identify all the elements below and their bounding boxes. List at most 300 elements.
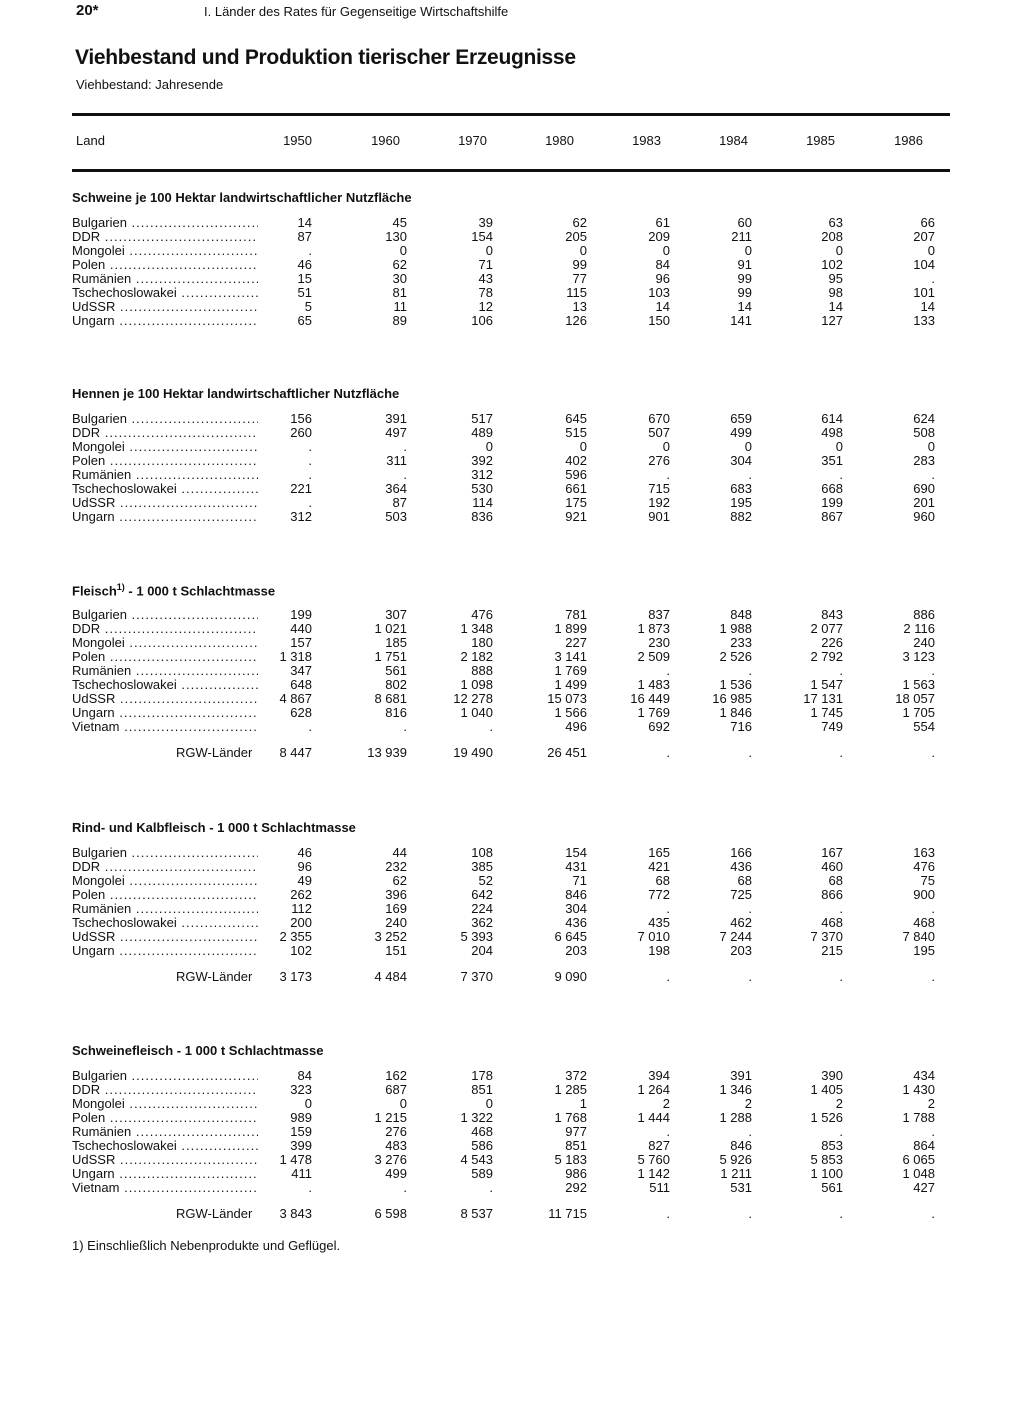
table-cell: 468 <box>471 1124 493 1139</box>
table-cell: 66 <box>920 215 935 230</box>
table-cell: . <box>489 719 493 734</box>
country-name: UdSSR ..... <box>72 692 258 706</box>
table-cell: 102 <box>290 943 312 958</box>
table-cell: 15 073 <box>547 691 587 706</box>
table-cell: 749 <box>821 719 843 734</box>
table-cell: 851 <box>565 1138 587 1153</box>
table-cell: 1 048 <box>902 1166 935 1181</box>
country-name: Tschechoslowakei ..... <box>72 916 258 930</box>
table-cell: 87 <box>392 495 407 510</box>
table-cell: 843 <box>821 607 843 622</box>
country-name: UdSSR ..... <box>72 930 258 944</box>
table-cell: 1 788 <box>902 1110 935 1125</box>
table-cell: 816 <box>385 705 407 720</box>
table-cell: 1 566 <box>554 705 587 720</box>
country-name: Ungarn ..... <box>72 706 258 720</box>
country-name: Vietnam ..... <box>72 1181 258 1195</box>
table-cell: 8 681 <box>374 691 407 706</box>
table-cell: 200 <box>290 915 312 930</box>
table-cell: 436 <box>730 859 752 874</box>
table-cell: 99 <box>737 285 752 300</box>
table-cell: 46 <box>297 845 312 860</box>
country-name: Bulgarien ..... <box>72 1069 258 1083</box>
table-cell: 226 <box>821 635 843 650</box>
table-cell: 205 <box>565 229 587 244</box>
table-row <box>0 230 1024 244</box>
table-cell: 586 <box>471 1138 493 1153</box>
table-cell: 103 <box>648 285 670 300</box>
total-label: RGW-Länder <box>176 746 253 760</box>
table-cell: 2 <box>744 1096 752 1111</box>
table-cell: 178 <box>471 1068 493 1083</box>
table-cell: 648 <box>290 677 312 692</box>
table-cell: 628 <box>290 705 312 720</box>
table-cell: 292 <box>565 1180 587 1195</box>
table-cell: 71 <box>572 873 587 888</box>
table-cell: 462 <box>730 915 752 930</box>
table-cell: 0 <box>835 439 843 454</box>
table-cell: 9 090 <box>554 969 587 984</box>
table-cell: 2 509 <box>637 649 670 664</box>
country-name: Ungarn ..... <box>72 944 258 958</box>
table-cell: 130 <box>385 229 407 244</box>
table-cell: 1 211 <box>720 1166 752 1181</box>
table-cell: 0 <box>744 243 752 258</box>
table-cell: . <box>403 467 407 482</box>
table-cell: 87 <box>297 229 312 244</box>
table-cell: . <box>308 719 312 734</box>
table-cell: 659 <box>730 411 752 426</box>
table-cell: 51 <box>297 285 312 300</box>
country-name: UdSSR ..... <box>72 496 258 510</box>
country-name: Tschechoslowakei ..... <box>72 1139 258 1153</box>
table-cell: 2 <box>662 1096 670 1111</box>
table-cell: 960 <box>913 509 935 524</box>
table-cell: . <box>931 1124 935 1139</box>
table-cell: 399 <box>290 1138 312 1153</box>
section-title-text: Hennen je 100 Hektar landwirtschaftlicher Nutzfläche <box>72 386 400 401</box>
table-cell: . <box>839 1124 843 1139</box>
country-name: UdSSR ..... <box>72 1153 258 1167</box>
table-cell: 977 <box>565 1124 587 1139</box>
table-cell: 1 547 <box>810 677 843 692</box>
table-row <box>0 272 1024 286</box>
table-cell: 385 <box>471 859 493 874</box>
table-cell: 62 <box>572 215 587 230</box>
section-title-unit: - 1 000 t Schlachtmasse <box>124 583 276 599</box>
table-cell: . <box>839 1206 843 1221</box>
table-cell: . <box>748 1124 752 1139</box>
table-cell: 312 <box>290 509 312 524</box>
table-cell: 5 393 <box>460 929 493 944</box>
table-cell: 882 <box>730 509 752 524</box>
table-row <box>0 216 1024 230</box>
table-cell: 483 <box>385 1138 407 1153</box>
table-cell: 0 <box>579 243 587 258</box>
table-cell: 162 <box>385 1068 407 1083</box>
table-cell: 5 926 <box>719 1152 752 1167</box>
table-cell: . <box>931 1206 935 1221</box>
table-cell: 531 <box>730 1180 752 1195</box>
table-cell: 62 <box>392 257 407 272</box>
country-name: Rumänien ..... <box>72 1125 258 1139</box>
total-row <box>0 970 1024 984</box>
table-cell: 515 <box>565 425 587 440</box>
table-cell: 71 <box>478 257 493 272</box>
table-cell: 192 <box>648 495 670 510</box>
table-cell: 561 <box>385 663 407 678</box>
table-cell: 435 <box>648 915 670 930</box>
table-cell: 866 <box>821 887 843 902</box>
table-cell: 1 444 <box>637 1110 670 1125</box>
table-cell: . <box>666 901 670 916</box>
table-cell: . <box>666 969 670 984</box>
table-cell: . <box>308 243 312 258</box>
table-cell: 468 <box>913 915 935 930</box>
table-cell: 3 843 <box>279 1206 312 1221</box>
table-cell: 848 <box>730 607 752 622</box>
table-cell: 8 537 <box>460 1206 493 1221</box>
table-cell: 0 <box>662 439 670 454</box>
table-cell: 0 <box>744 439 752 454</box>
table-cell: 0 <box>835 243 843 258</box>
table-cell: 211 <box>731 229 752 244</box>
table-row <box>0 468 1024 482</box>
table-cell: 2 077 <box>810 621 843 636</box>
table-cell: 169 <box>385 901 407 916</box>
table-cell: 227 <box>565 635 587 650</box>
table-cell: 201 <box>913 495 935 510</box>
country-name: Rumänien ..... <box>72 272 258 286</box>
table-cell: 1 751 <box>374 649 407 664</box>
total-row <box>0 1207 1024 1221</box>
table-cell: 141 <box>730 313 752 328</box>
column-header-year: 1985 <box>806 133 835 148</box>
table-cell: 26 451 <box>547 745 587 760</box>
table-cell: . <box>748 901 752 916</box>
table-cell: 530 <box>471 481 493 496</box>
table-cell: 175 <box>565 495 587 510</box>
table-cell: 1 348 <box>460 621 493 636</box>
table-cell: 199 <box>290 607 312 622</box>
table-cell: . <box>839 969 843 984</box>
table-cell: 99 <box>572 257 587 272</box>
table-cell: 1 873 <box>637 621 670 636</box>
table-cell: 561 <box>821 1180 843 1195</box>
table-cell: 60 <box>737 215 752 230</box>
table-cell: 0 <box>662 243 670 258</box>
country-name: Rumänien ..... <box>72 902 258 916</box>
table-cell: 127 <box>821 313 843 328</box>
table-cell: 8 447 <box>279 745 312 760</box>
table-cell: 12 278 <box>453 691 493 706</box>
table-cell: 63 <box>828 215 843 230</box>
table-row <box>0 1069 1024 1083</box>
table-cell: 392 <box>471 453 493 468</box>
table-cell: . <box>839 745 843 760</box>
table-cell: . <box>748 467 752 482</box>
table-cell: 78 <box>478 285 493 300</box>
table-cell: 2 <box>835 1096 843 1111</box>
table-row <box>0 692 1024 706</box>
column-header-row <box>0 133 1024 151</box>
country-name: Polen ..... <box>72 454 258 468</box>
table-cell: 690 <box>913 481 935 496</box>
table-cell: 77 <box>572 271 587 286</box>
table-cell: . <box>839 467 843 482</box>
table-cell: . <box>308 439 312 454</box>
table-cell: 1 322 <box>460 1110 493 1125</box>
table-cell: 3 252 <box>374 929 407 944</box>
table-row <box>0 412 1024 426</box>
table-cell: . <box>931 745 935 760</box>
table-cell: 1 769 <box>554 663 587 678</box>
table-cell: 837 <box>648 607 670 622</box>
table-cell: 99 <box>737 271 752 286</box>
table-cell: 989 <box>290 1110 312 1125</box>
table-cell: 166 <box>730 845 752 860</box>
table-row <box>0 664 1024 678</box>
table-cell: 589 <box>471 1166 493 1181</box>
table-row <box>0 314 1024 328</box>
table-cell: 1 318 <box>279 649 312 664</box>
column-header-land: Land <box>76 133 105 148</box>
table-cell: 62 <box>392 873 407 888</box>
country-name: Bulgarien ..... <box>72 608 258 622</box>
country-name: Polen ..... <box>72 258 258 272</box>
table-cell: 986 <box>565 1166 587 1181</box>
table-cell: 846 <box>565 887 587 902</box>
table-cell: 2 355 <box>279 929 312 944</box>
table-cell: 1 536 <box>719 677 752 692</box>
table-cell: 199 <box>821 495 843 510</box>
table-cell: 18 057 <box>895 691 935 706</box>
table-cell: 204 <box>471 943 493 958</box>
table-cell: 5 183 <box>554 1152 587 1167</box>
table-cell: 61 <box>655 215 670 230</box>
table-cell: 692 <box>648 719 670 734</box>
table-cell: 1 142 <box>637 1166 670 1181</box>
table-cell: 772 <box>648 887 670 902</box>
table-row <box>0 244 1024 258</box>
table-cell: . <box>931 467 935 482</box>
table-cell: 0 <box>399 243 407 258</box>
table-cell: 157 <box>290 635 312 650</box>
table-cell: 230 <box>648 635 670 650</box>
table-cell: . <box>839 901 843 916</box>
country-name: Bulgarien ..... <box>72 846 258 860</box>
table-cell: . <box>666 663 670 678</box>
table-cell: 661 <box>565 481 587 496</box>
table-cell: 476 <box>913 859 935 874</box>
table-header-rule <box>72 169 950 172</box>
table-cell: 468 <box>821 915 843 930</box>
table-cell: 154 <box>471 229 493 244</box>
table-cell: 827 <box>648 1138 670 1153</box>
country-name: Rumänien ..... <box>72 468 258 482</box>
column-header-year: 1984 <box>719 133 748 148</box>
country-name: UdSSR ..... <box>72 300 258 314</box>
table-cell: 52 <box>478 873 493 888</box>
total-label: RGW-Länder <box>176 1207 253 1221</box>
table-cell: 1 405 <box>810 1082 843 1097</box>
table-cell: 402 <box>565 453 587 468</box>
table-cell: 167 <box>821 845 843 860</box>
table-cell: 390 <box>821 1068 843 1083</box>
table-cell: 163 <box>913 845 935 860</box>
table-cell: 0 <box>304 1096 312 1111</box>
table-row <box>0 286 1024 300</box>
table-cell: 396 <box>385 887 407 902</box>
table-cell: 496 <box>565 719 587 734</box>
table-cell: 1 745 <box>810 705 843 720</box>
table-cell: 511 <box>649 1180 670 1195</box>
table-cell: . <box>403 1180 407 1195</box>
table-cell: 1 021 <box>374 621 407 636</box>
section-title-text: Fleisch <box>72 583 117 599</box>
table-cell: 670 <box>648 411 670 426</box>
table-cell: 3 276 <box>374 1152 407 1167</box>
table-cell: 0 <box>485 243 493 258</box>
table-cell: 347 <box>290 663 312 678</box>
table-cell: . <box>666 745 670 760</box>
section-title-text: Rind- und Kalbfleisch - 1 000 t Schlachtmasse <box>72 820 356 835</box>
country-name: Vietnam ..... <box>72 720 258 734</box>
table-cell: 1 478 <box>279 1152 312 1167</box>
table-cell: 1 499 <box>554 677 587 692</box>
table-row <box>0 720 1024 734</box>
table-cell: 476 <box>471 607 493 622</box>
table-cell: 224 <box>471 901 493 916</box>
table-cell: 614 <box>821 411 843 426</box>
table-cell: 283 <box>913 453 935 468</box>
table-cell: 394 <box>648 1068 670 1083</box>
table-row <box>0 1111 1024 1125</box>
table-cell: 96 <box>297 859 312 874</box>
table-cell: 886 <box>913 607 935 622</box>
table-cell: 7 840 <box>902 929 935 944</box>
table-cell: 30 <box>392 271 407 286</box>
table-cell: 7 244 <box>719 929 752 944</box>
table-cell: 1 483 <box>637 677 670 692</box>
table-cell: 503 <box>385 509 407 524</box>
table-cell: 81 <box>392 285 407 300</box>
table-cell: 362 <box>471 915 493 930</box>
table-cell: 17 131 <box>803 691 843 706</box>
table-cell: 19 490 <box>453 745 493 760</box>
table-row <box>0 510 1024 524</box>
table-row <box>0 846 1024 860</box>
table-row <box>0 650 1024 664</box>
table-cell: 596 <box>565 467 587 482</box>
table-cell: 802 <box>385 677 407 692</box>
page-title: Viehbestand und Produktion tierischer Erzeugnisse <box>75 46 576 69</box>
country-name: Polen ..... <box>72 650 258 664</box>
table-cell: 221 <box>290 481 312 496</box>
table-cell: 4 543 <box>460 1152 493 1167</box>
table-cell: 89 <box>392 313 407 328</box>
table-cell: 39 <box>478 215 493 230</box>
section-rows <box>0 412 1024 524</box>
table-cell: 84 <box>297 1068 312 1083</box>
section-rows <box>0 608 1024 760</box>
table-cell: 180 <box>471 635 493 650</box>
table-cell: 14 <box>920 299 935 314</box>
table-cell: 262 <box>290 887 312 902</box>
table-cell: 554 <box>913 719 935 734</box>
table-row <box>0 930 1024 944</box>
table-cell: 499 <box>385 1166 407 1181</box>
column-header-year: 1980 <box>545 133 574 148</box>
table-cell: . <box>931 271 935 286</box>
country-name: Bulgarien ..... <box>72 412 258 426</box>
table-cell: 1 768 <box>554 1110 587 1125</box>
page-number: 20* <box>76 2 99 19</box>
table-cell: 208 <box>821 229 843 244</box>
table-cell: 232 <box>385 859 407 874</box>
table-cell: 154 <box>565 845 587 860</box>
table-cell: 411 <box>291 1166 312 1181</box>
country-name: Polen ..... <box>72 1111 258 1125</box>
column-header-year: 1983 <box>632 133 661 148</box>
table-row <box>0 300 1024 314</box>
column-header-year: 1950 <box>283 133 312 148</box>
table-cell: 725 <box>730 887 752 902</box>
table-cell: 421 <box>648 859 670 874</box>
table-cell: 307 <box>385 607 407 622</box>
table-row <box>0 440 1024 454</box>
table-cell: 46 <box>297 257 312 272</box>
table-cell: 15 <box>297 271 312 286</box>
country-name: Mongolei ..... <box>72 440 258 454</box>
table-cell: 517 <box>471 411 493 426</box>
table-cell: 1 769 <box>637 705 670 720</box>
country-name: Mongolei ..... <box>72 1097 258 1111</box>
table-cell: 508 <box>913 425 935 440</box>
table-row <box>0 1125 1024 1139</box>
table-cell: . <box>308 467 312 482</box>
table-cell: 240 <box>913 635 935 650</box>
table-cell: 101 <box>913 285 935 300</box>
table-cell: 126 <box>565 313 587 328</box>
table-cell: . <box>489 1180 493 1195</box>
table-cell: 98 <box>828 285 843 300</box>
country-name: Tschechoslowakei ..... <box>72 678 258 692</box>
table-row <box>0 678 1024 692</box>
table-cell: 645 <box>565 411 587 426</box>
table-cell: 0 <box>485 439 493 454</box>
table-cell: . <box>931 901 935 916</box>
table-cell: 68 <box>737 873 752 888</box>
table-row <box>0 258 1024 272</box>
table-cell: 115 <box>566 285 587 300</box>
table-cell: 6 065 <box>902 1152 935 1167</box>
country-name: Ungarn ..... <box>72 314 258 328</box>
table-cell: 311 <box>386 453 407 468</box>
table-cell: 900 <box>913 887 935 902</box>
section-title <box>72 386 399 401</box>
table-row <box>0 482 1024 496</box>
table-cell: 921 <box>565 509 587 524</box>
table-cell: 6 598 <box>374 1206 407 1221</box>
table-cell: 304 <box>565 901 587 916</box>
table-cell: 499 <box>730 425 752 440</box>
table-cell: 68 <box>828 873 843 888</box>
table-cell: 209 <box>648 229 670 244</box>
table-cell: 5 760 <box>637 1152 670 1167</box>
country-name: DDR ..... <box>72 1083 258 1097</box>
table-cell: 2 182 <box>460 649 493 664</box>
